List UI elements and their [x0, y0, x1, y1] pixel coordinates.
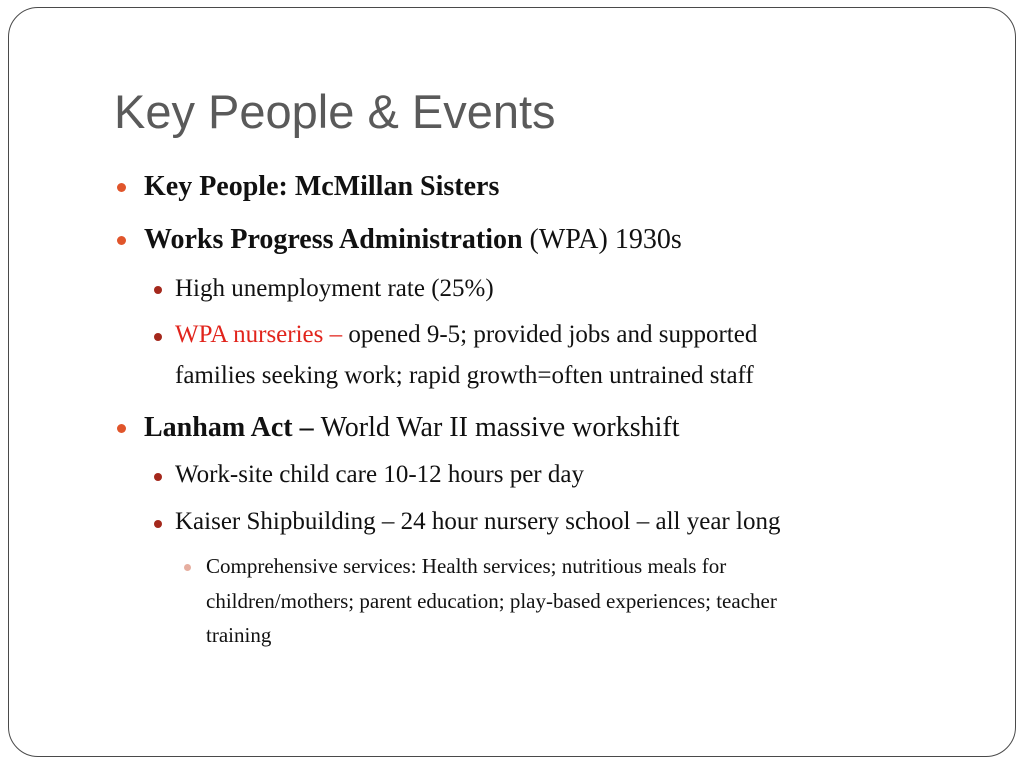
bullet-comprehensive: Comprehensive services: Health services; nutritious meals for: [206, 554, 727, 578]
bullet-comprehensive-line2: children/mothers; parent education; play-based experiences; teacher: [206, 589, 777, 613]
bullet-icon: [117, 236, 126, 245]
bullet-icon: [154, 520, 162, 528]
bullet-lanham-act: [144, 412, 679, 444]
bullet-worksite: Work-site child care 10-12 hours per day: [175, 461, 584, 488]
wpa-nurseries-label: WPA nurseries –: [175, 321, 349, 348]
bullet-comprehensive-line3: training: [206, 623, 272, 647]
bullet-icon: [117, 183, 126, 192]
bullet-wpa-bold: Works Progress Administration: [144, 224, 523, 255]
bullet-kaiser: Kaiser Shipbuilding – 24 hour nursery school – all year long: [175, 508, 781, 535]
wpa-nurseries-text: opened 9-5; provided jobs and supported: [348, 321, 758, 348]
bullet-wpa-nurseries: [175, 321, 757, 349]
bullet-icon: [154, 333, 162, 341]
bullet-icon: [184, 564, 191, 571]
bullet-unemployment: High unemployment rate (25%): [175, 275, 494, 302]
lanham-act-rest: World War II massive workshift: [320, 412, 680, 443]
bullet-wpa: [144, 224, 682, 256]
bullet-icon: [154, 473, 162, 481]
bullet-key-people: Key People: McMillan Sisters: [144, 171, 500, 202]
bullet-icon: [117, 424, 126, 433]
bullet-wpa-rest: (WPA) 1930s: [522, 224, 682, 255]
wpa-nurseries-text-continued: families seeking work; rapid growth=often untrained staff: [175, 362, 754, 389]
slide-title: Key People & Events: [114, 85, 556, 138]
lanham-act-bold: Lanham Act –: [144, 412, 321, 443]
bullet-icon: [154, 286, 162, 294]
